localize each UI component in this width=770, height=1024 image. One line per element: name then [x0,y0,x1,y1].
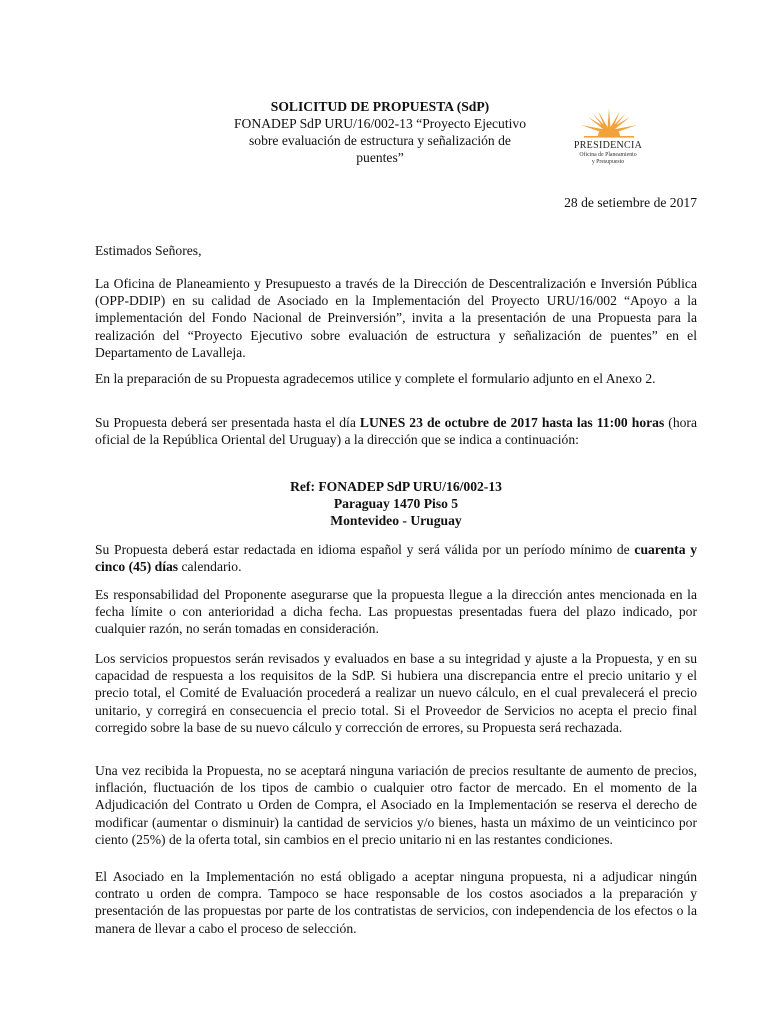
deadline-text-after: (hora oficial de la República Oriental del Uruguay) a la dirección que se indica a continuación: [95,415,697,448]
paragraph-validity [95,541,697,575]
paragraph-evaluation: Los servicios propuestos serán revisados y evaluados en base a su integridad y ajuste a la Propuesta, y en su capacidad de respuesta a los requisitos de la SdP. Si hubiera una discrepancia entre el precio unitario y el precio total, el Comité de Evaluación procederá a realizar un nuevo cálculo, en el cual prevalecerá el precio unitario, y corregirá en consecuencia el precio total. Si el Proveedor de Servicios no acepta el precio final corregido sobre la base de su nuevo cálculo y corrección de errores, su Propuesta será rechazada. [95,651,697,735]
address-city: Montevideo - Uruguay [330,513,462,528]
logo-subtitle-line-2: y Presupuesto [591,158,625,165]
document-subtitle-line-3: puentes” [356,150,404,165]
document-subtitle-line-2: sobre evaluación de estructura y señalización de [249,133,511,148]
deadline-date: LUNES 23 de octubre de 2017 hasta las 11:00 horas [359,415,665,430]
validity-period: cuarenta y cinco (45) días [95,542,697,575]
validity-text-before: Su Propuesta deberá estar redactada en idioma español y será válida por un período mínimo de [95,542,635,557]
logo-subtitle-line-1: Oficina de Planeamiento [579,152,637,158]
document-title: SOLICITUD DE PROPUESTA (SdP) [270,99,490,114]
validity-text-after: calendario. [178,559,242,575]
paragraph-form: En la preparación de su Propuesta agradecemos utilice y complete el formulario adjunto en el Anexo 2. [95,371,656,386]
paragraph-obligations: El Asociado en la Implementación no está obligado a aceptar ninguna propuesta, ni a adjudicar ningún contrato u orden de compra. Tampoco se hace responsable de los costos asociados a la preparación y presentación de las propuestas por parte de los contratistas de servicios, con independencia de los efectos o la manera de llevar a cabo el proceso de selección. [95,869,697,936]
delivery-address [95,478,697,529]
logo-name: PRESIDENCIA [573,140,643,151]
paragraph-price-variation: Una vez recibida la Propuesta, no se aceptará ninguna variación de precios resultante de aumento de precios, inflación, fluctuación de los tipos de cambio o cualquier otro factor de mercado. En el momento de la Adjudicación del Contrato u Orden de Compra, el Asociado en la Implementación se reserva el derecho de modificar (aumentar o disminuir) la cantidad de servicios y/o bienes, hasta un máximo de un veinticinco por ciento (25%) de la oferta total, sin cambios en el precio unitario ni en las restantes condiciones. [95,763,697,847]
deadline-text-before: Su Propuesta deberá ser presentada hasta el día [95,415,360,430]
document-date: 28 de setiembre de 2017 [564,195,697,210]
logo-subtitle [570,152,646,165]
greeting: Estimados Señores, [95,243,202,258]
address-ref: Ref: FONADEP SdP URU/16/002-13 [290,479,502,494]
address-street: Paraguay 1470 Piso 5 [333,496,459,511]
document-subtitle-line-1: FONADEP SdP URU/16/002-13 “Proyecto Ejecutivo [234,116,526,131]
document-header [200,98,560,166]
paragraph-responsibility: Es responsabilidad del Proponente asegurarse que la propuesta llegue a la dirección antes mencionada en la fecha límite o con anterioridad a dicha fecha. Las propuestas presentadas fuera del plazo indicado, por cualquier razón, no serán tomadas en consideración. [95,587,697,637]
paragraph-deadline [95,414,697,448]
paragraph-intro: La Oficina de Planeamiento y Presupuesto a través de la Dirección de Descentralización e Inversión Pública (OPP-DDIP) en su calidad de Asociado en la Implementación del Proyecto URU/16/002 “Apoyo a la implementación del Fondo Nacional de Preinversión”, invita a la presentación de una Propuesta para la realización del “Proyecto Ejecutivo sobre evaluación de estructura y señalización de puentes” en el Departamento de Lavalleja. [95,276,697,360]
